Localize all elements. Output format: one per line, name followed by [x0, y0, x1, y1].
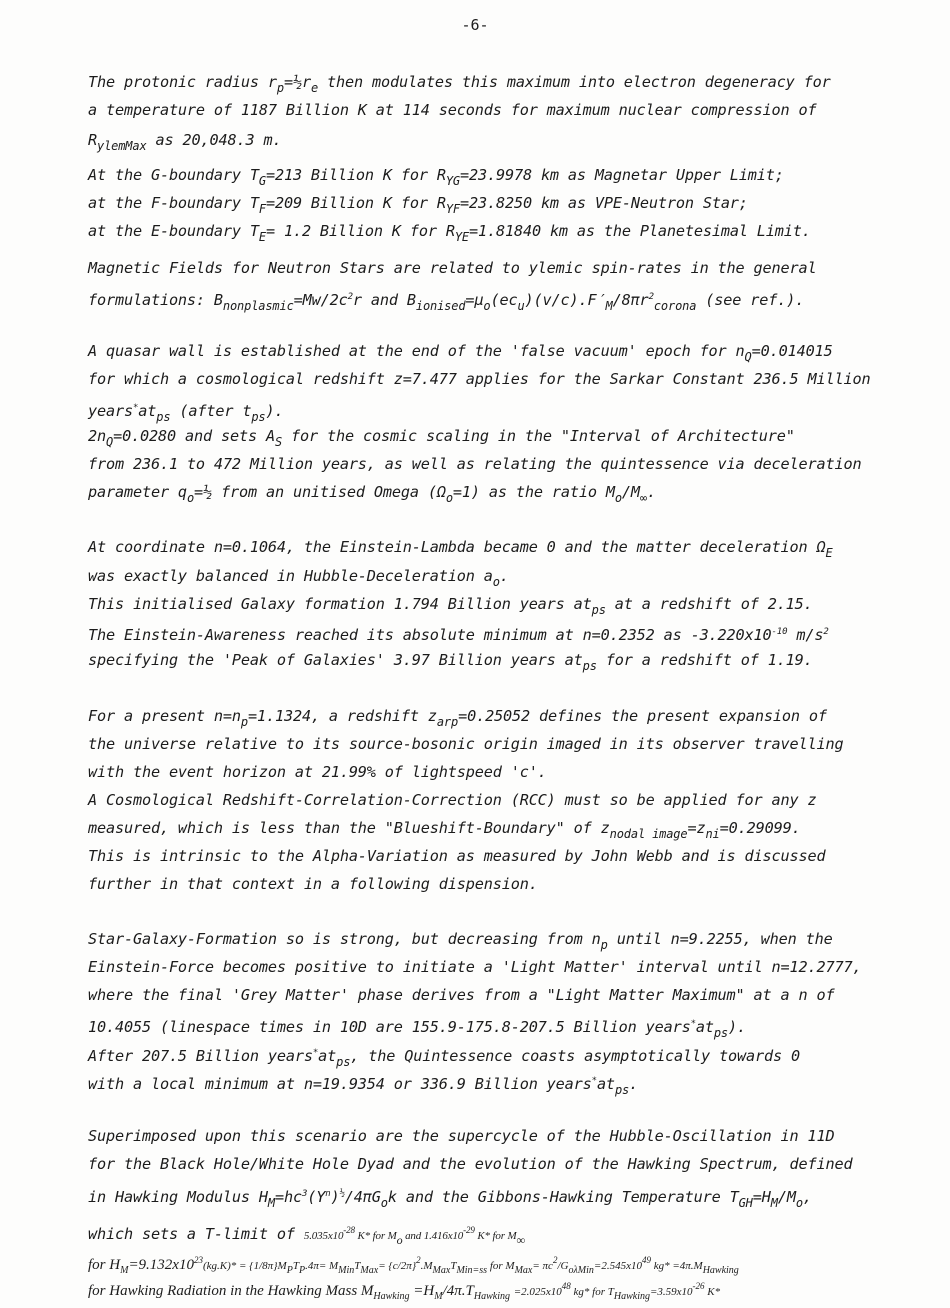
- text-line: for Hawking Radiation in the Hawking Mass $M_{Hawking} =H_M/4\pi.T_{Hawking} =2.025x10^{48}$ kg* for $T_{Hawking}=3.59x10^{-26}$ K*: [88, 1281, 721, 1302]
- text-line: for the Black Hole/White Hole Dyad and the evolution of the Hawking Spectrum, defined: [88, 1155, 853, 1173]
- text-line: Star-Galaxy-Formation so is strong, but decreasing from $n_p$ until n=9.2255, when the: [88, 930, 833, 952]
- text-line: Einstein-Force becomes positive to initiate a 'Light Matter' interval until n=12.2777,: [88, 958, 862, 976]
- text-line: $years^*at_{ps}$ (after $t_{ps}$).: [88, 402, 284, 424]
- text-line: A Cosmological Redshift-Correlation-Correction (RCC) must so be applied for any z: [88, 791, 817, 809]
- text-line: This initialised Galaxy formation 1.794 Billion years $at_{ps}$ at a redshift of 2.15.: [88, 595, 813, 617]
- text-line: at the E-boundary $T_E= 1.2$ Billion K for $R_{YE}=1.81840$ km as the Planetesimal Limit.: [88, 222, 811, 244]
- text-line: After 207.5 Billion $years^*at_{ps}$, the Quintessence coasts asymptotically towards 0: [88, 1047, 800, 1069]
- text-line: Superimposed upon this scenario are the supercycle of the Hubble-Oscillation in 11D: [88, 1127, 835, 1145]
- text-line: specifying the 'Peak of Galaxies' 3.97 Billion years $at_{ps}$ for a redshift of 1.19.: [88, 651, 813, 673]
- text-line: formulations: $B_{nonplasmic}=Mw/2c^2r$ and $B_{ionised}=\mu_o(ec_u)(v/c).F'_M/8\pi r^2_{corona}$ (see ref.).: [88, 291, 805, 313]
- text-line: with the event horizon at 21.99% of lightspeed 'c'.: [88, 763, 547, 781]
- text-line: A quasar wall is established at the end of the 'false vacuum' epoch for $n_Q=0.014015$: [88, 342, 833, 364]
- text-line: for which a cosmological redshift z=7.477 applies for the Sarkar Constant 236.5 Million: [88, 370, 871, 388]
- page-number: -6-: [461, 16, 489, 34]
- text-line: This is intrinsic to the Alpha-Variation as measured by John Webb and is discussed: [88, 847, 826, 865]
- text-line: for $H_M=9.132x10^{23}(kg.K)* = \{1/8\pi\}M_PT_P.4\pi= M_{Min}T_{Max}= \{c/2\pi\}^2.M_{Max}T_{Min=ss}$ for $M_{Max}= \pi c^2/G_{o\lambda Min}=2.545x10^{49}$ $kg* =4\pi.M_{Hawking}$: [88, 1255, 739, 1276]
- text-line: $2n_Q=0.0280$ and sets $A_S$ for the cosmic scaling in the "Interval of Architecture": [88, 427, 795, 449]
- text-line: The protonic radius $r_p=\frac{1}{2}r_e$ then modulates this maximum into electron degeneracy for: [88, 73, 831, 95]
- text-line: At coordinate n=0.1064, the Einstein-Lambda became 0 and the matter deceleration $\Omega_E$: [88, 538, 833, 560]
- text-line: a temperature of 1187 Billion K at 114 seconds for maximum nuclear compression of: [88, 101, 817, 119]
- text-line: which sets a T-limit of $5.035x10^{-28}$ K* for $M_o$ and $1.416x10^{-29}$ K* for $M_\infty$: [88, 1225, 525, 1247]
- text-line: parameter $q_o=\frac{1}{2}$ from an unitised Omega $(\Omega_o=1)$ as the ratio $M_o/M_\infty$.: [88, 483, 656, 505]
- text-line: 10.4055 (linespace times in 10D are 155.9-175.8-207.5 Billion $years^*at_{ps}$).: [88, 1018, 747, 1040]
- text-line: The Einstein-Awareness reached its absolute minimum at n=0.2352 as $-3.220x10^{-10}$ $m/s^2$: [88, 626, 829, 644]
- text-line: where the final 'Grey Matter' phase derives from a "Light Matter Maximum" at a n of: [88, 986, 835, 1004]
- text-line: For a present $n=n_p=1.1324$, a redshift $z_{arp}=0.25052$ defines the present expansion of: [88, 707, 827, 729]
- text-line: from 236.1 to 472 Million years, as well as relating the quintessence via deceleration: [88, 455, 862, 473]
- text-line: At the G-boundary $T_G=213$ Billion K for $R_{YG}=23.9978$ km as Magnetar Upper Limit;: [88, 166, 784, 188]
- text-line: with a local minimum at n=19.9354 or 336.9 Billion $years^*at_{ps}$.: [88, 1075, 639, 1097]
- text-line: measured, which is less than the "Blueshift-Boundary" of $z_{nodal image}=z_{ni}=0.29099$.: [88, 819, 801, 841]
- text-line: the universe relative to its source-bosonic origin imaged in its observer travelling: [88, 735, 844, 753]
- text-line: $R_{ylemMax}$ as 20,048.3 m.: [88, 131, 282, 153]
- text-line: at the F-boundary $T_F=209$ Billion K for $R_{YF}=23.8250$ km as VPE-Neutron Star;: [88, 194, 748, 216]
- text-line: was exactly balanced in Hubble-Deceleration $a_o$.: [88, 567, 509, 589]
- text-line: Magnetic Fields for Neutron Stars are related to ylemic spin-rates in the general: [88, 259, 817, 277]
- text-line: further in that context in a following dispension.: [88, 875, 538, 893]
- text-line: in Hawking Modulus $H_M=hc^3(Y^n)^{\frac{1}{2}}/4\pi G_ok$ and the Gibbons-Hawking Temperature $T_{GH}=H_M/M_o$,: [88, 1188, 812, 1210]
